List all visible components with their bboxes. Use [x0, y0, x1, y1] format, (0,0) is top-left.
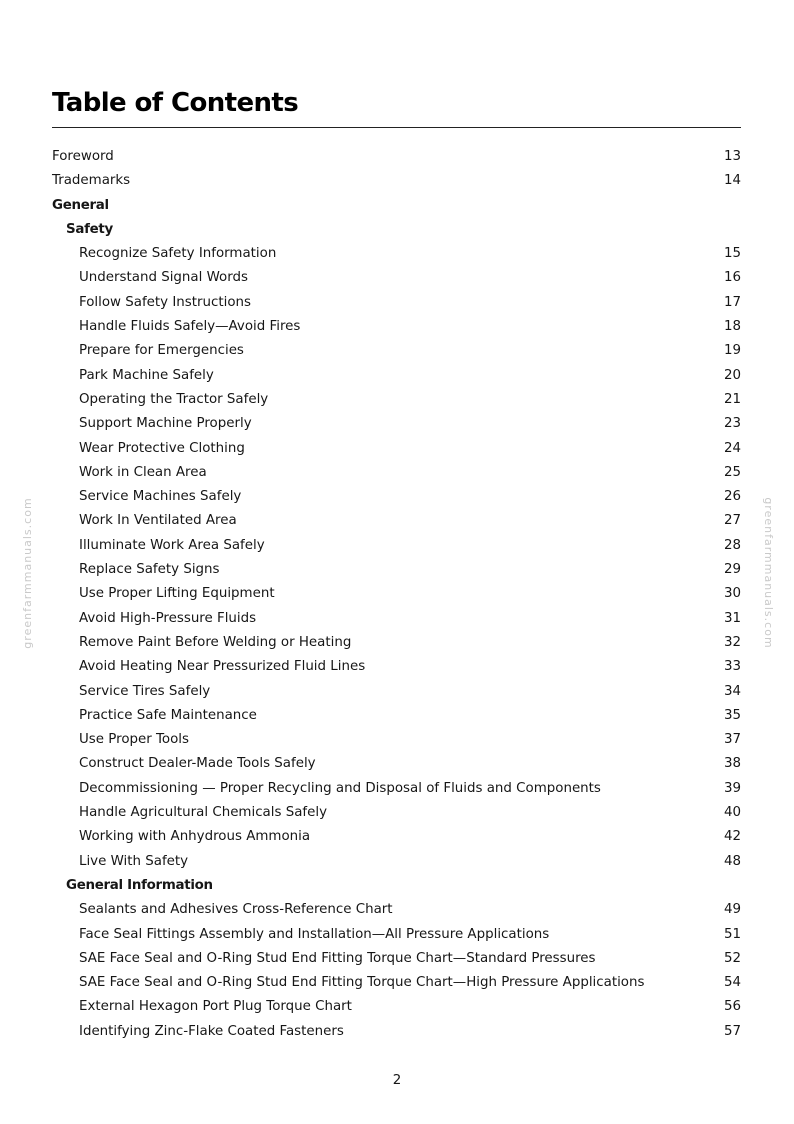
toc-entry-label: Sealants and Adhesives Cross-Reference Chart: [79, 902, 393, 918]
toc-entry[interactable]: [52, 801, 741, 825]
toc-entry-label: Decommissioning — Proper Recycling and Disposal of Fluids and Components: [79, 780, 601, 796]
toc-entry[interactable]: [52, 339, 741, 363]
toc-entry-page-number: 17: [723, 294, 741, 310]
toc-entry-label: SAE Face Seal and O-Ring Stud End Fitting Torque Chart—High Pressure Applications: [79, 975, 645, 991]
watermark-right: greenfarmmanuals.com: [762, 497, 775, 649]
toc-entry-label: Live With Safety: [79, 853, 189, 869]
watermark-left: greenfarmmanuals.com: [21, 497, 34, 649]
toc-entry[interactable]: [52, 704, 741, 728]
toc-section-heading: [52, 194, 741, 218]
toc-entry-page-number: 25: [723, 464, 741, 480]
toc-entry[interactable]: [52, 437, 741, 461]
toc-entry-page-number: 56: [723, 999, 741, 1015]
toc-entry-page-number: 30: [723, 586, 741, 602]
page-number: 2: [392, 1073, 402, 1088]
toc-entry[interactable]: [52, 242, 741, 266]
toc-entry-label: Illuminate Work Area Safely: [79, 537, 265, 553]
toc-entry[interactable]: [52, 485, 741, 509]
toc-section-heading: [52, 218, 741, 242]
toc-entry-page-number: 26: [723, 489, 741, 505]
toc-entry-page-number: 33: [723, 659, 741, 675]
toc-heading-label: Safety: [66, 221, 113, 237]
toc-entry-label: Foreword: [52, 149, 114, 164]
toc-entry-label: Working with Anhydrous Ammonia: [79, 829, 311, 845]
toc-entry[interactable]: [52, 607, 741, 631]
toc-entry-page-number: 48: [723, 853, 741, 869]
toc-entry-label: Use Proper Lifting Equipment: [79, 586, 275, 602]
toc-entry-page-number: 15: [723, 246, 741, 262]
toc-entry-page-number: 42: [723, 829, 741, 845]
toc-entry-label: SAE Face Seal and O-Ring Stud End Fitting Torque Chart—Standard Pressures: [79, 950, 596, 966]
toc-heading-label: General: [52, 197, 109, 213]
toc-entry[interactable]: [52, 169, 741, 193]
toc-entry[interactable]: [52, 266, 741, 290]
toc-entry[interactable]: [52, 388, 741, 412]
toc-entry[interactable]: [52, 898, 741, 922]
toc-entry-page-number: 37: [723, 732, 741, 748]
toc-entry-page-number: 20: [723, 367, 741, 383]
toc-entry[interactable]: [52, 947, 741, 971]
toc-entry-page-number: 52: [723, 950, 741, 966]
toc-entry-label: External Hexagon Port Plug Torque Chart: [79, 999, 352, 1015]
toc-entry-page-number: 14: [723, 173, 741, 189]
toc-entry-page-number: 32: [723, 634, 741, 650]
toc-entry-page-number: 40: [723, 805, 741, 821]
toc-entry-label: Remove Paint Before Welding or Heating: [79, 634, 352, 650]
toc-entry-label: Face Seal Fittings Assembly and Installation—All Pressure Applications: [79, 926, 550, 942]
toc-entry[interactable]: [52, 680, 741, 704]
toc-entry-label: Work in Clean Area: [79, 464, 207, 480]
toc-entry-page-number: 29: [723, 562, 741, 578]
toc-entry-label: Trademarks: [52, 173, 131, 189]
toc-entry-label: Replace Safety Signs: [79, 562, 220, 578]
toc-entry-label: Avoid Heating Near Pressurized Fluid Lines: [79, 659, 366, 675]
toc-entry-label: Service Machines Safely: [79, 489, 242, 505]
toc-entry-label: Recognize Safety Information: [79, 246, 277, 262]
toc-entry-page-number: 35: [723, 707, 741, 723]
toc-entry-page-number: 19: [723, 343, 741, 359]
toc-entry[interactable]: [52, 850, 741, 874]
toc-entry-page-number: 38: [723, 756, 741, 772]
toc-entry-page-number: 18: [723, 319, 741, 335]
toc-entry[interactable]: [52, 825, 741, 849]
toc-entry-label: Identifying Zinc-Flake Coated Fasteners: [79, 1023, 344, 1039]
toc-entry[interactable]: [52, 655, 741, 679]
toc-entry[interactable]: [52, 461, 741, 485]
toc-entry-page-number: 49: [723, 902, 741, 918]
toc-entry-label: Handle Agricultural Chemicals Safely: [79, 805, 328, 821]
toc-entry-page-number: 54: [723, 975, 741, 991]
toc-entry[interactable]: [52, 995, 741, 1019]
title-divider: [52, 127, 741, 128]
toc-entry-label: Avoid High-Pressure Fluids: [79, 610, 257, 626]
toc-list: [52, 145, 741, 1044]
toc-entry-label: Park Machine Safely: [79, 367, 214, 383]
toc-entry[interactable]: [52, 315, 741, 339]
toc-entry-label: Prepare for Emergencies: [79, 343, 244, 359]
toc-entry[interactable]: [52, 582, 741, 606]
toc-entry-page-number: 23: [723, 416, 741, 432]
toc-entry-label: Service Tires Safely: [79, 683, 211, 699]
toc-entry[interactable]: [52, 631, 741, 655]
toc-entry-label: Use Proper Tools: [79, 732, 190, 748]
toc-entry-page-number: 27: [723, 513, 741, 529]
toc-entry[interactable]: [52, 728, 741, 752]
toc-entry[interactable]: [52, 364, 741, 388]
toc-entry-label: Handle Fluids Safely—Avoid Fires: [79, 319, 301, 335]
toc-entry[interactable]: [52, 291, 741, 315]
toc-entry[interactable]: [52, 509, 741, 533]
toc-heading-label: General Information: [66, 877, 213, 893]
toc-entry-page-number: 39: [723, 780, 741, 796]
toc-entry[interactable]: [52, 923, 741, 947]
toc-entry[interactable]: [52, 558, 741, 582]
toc-entry[interactable]: [52, 145, 741, 169]
toc-entry-page-number: 24: [723, 440, 741, 456]
toc-entry-label: Follow Safety Instructions: [79, 294, 251, 310]
toc-entry-label: Operating the Tractor Safely: [79, 391, 269, 407]
toc-entry-page-number: 31: [723, 610, 741, 626]
toc-section-heading: [52, 874, 741, 898]
toc-entry-page-number: 57: [723, 1023, 741, 1039]
toc-entry-label: Work In Ventilated Area: [79, 513, 237, 529]
page-title: Table of Contents: [52, 88, 299, 118]
toc-entry-page-number: 21: [723, 391, 741, 407]
toc-entry[interactable]: [52, 534, 741, 558]
toc-entry[interactable]: [52, 412, 741, 436]
toc-entry-label: Practice Safe Maintenance: [79, 707, 257, 723]
toc-entry[interactable]: [52, 1020, 741, 1044]
toc-entry-page-number: 34: [723, 683, 741, 699]
toc-entry-page-number: 16: [723, 270, 741, 286]
toc-entry[interactable]: [52, 752, 741, 776]
toc-entry[interactable]: [52, 971, 741, 995]
toc-entry-label: Construct Dealer-Made Tools Safely: [79, 756, 316, 772]
toc-entry[interactable]: [52, 777, 741, 801]
toc-entry-label: Understand Signal Words: [79, 270, 248, 286]
toc-entry-page-number: 28: [723, 537, 741, 553]
toc-entry-page-number: 51: [723, 926, 741, 942]
toc-entry-page-number: 13: [723, 149, 741, 164]
toc-entry-label: Wear Protective Clothing: [79, 440, 245, 456]
toc-entry-label: Support Machine Properly: [79, 416, 252, 432]
